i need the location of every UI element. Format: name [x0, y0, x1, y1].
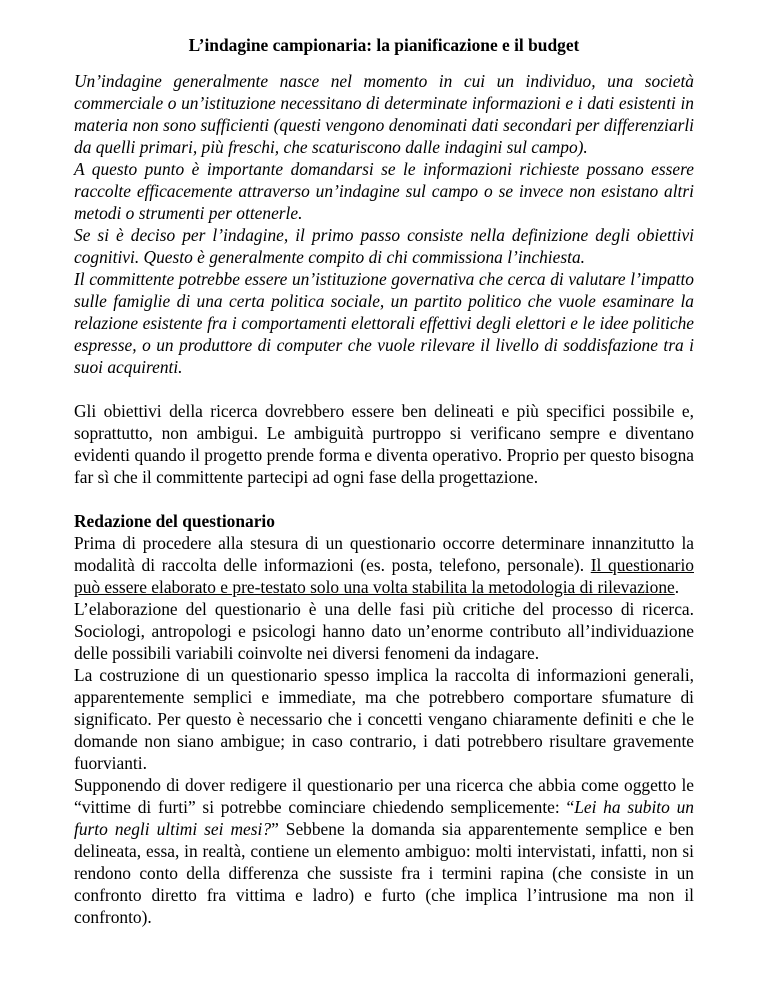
spacer	[74, 378, 694, 400]
section-p1-underlined: Il questionario può essere elaborato e pre-testato solo una volta stabilita la metodologia di rilevazione	[74, 555, 694, 597]
section-paragraph-2	[74, 598, 694, 664]
section-p4-tail: ” Sebbene la domanda sia apparentemente semplice e ben delineata, essa, in realtà, contiene un elemento ambiguo: molti intervistati, infatti, non si rendono conto della differenza che sussiste fra i termini rapina (che consiste in un confronto diretto fra vittima e ladro) e furto (che implica l’intrusione ma non il confronto).	[74, 819, 694, 927]
section-p1-lead: Prima di procedere alla stesura di un questionario occorre determinare innanzitutto la modalità di raccolta delle informazioni (es. posta, telefono, personale).	[74, 533, 694, 575]
section-p4-question: Lei ha subito un furto negli ultimi sei mesi?	[74, 797, 694, 839]
intro-paragraph-4: Il committente potrebbe essere un’istituzione governativa che cerca di valutare l’impatto sulle famiglie di una certa politica sociale, un partito politico che vuole esaminare la relazione esistente fra i comportamenti elettorali effettivi degli elettori e le idee politiche espresse, o un produttore di computer che vuole rilevare il livello di soddisfazione tra i suoi acquirenti.	[74, 269, 694, 377]
document-page	[74, 34, 694, 928]
section-paragraph-1	[74, 532, 694, 598]
section-p4-lead: Supponendo di dover redigere il questionario per una ricerca che abbia come oggetto le “vittime di furti” si potrebbe cominciare chiedendo semplicemente: “	[74, 775, 694, 817]
section-p1-tail: .	[674, 577, 680, 597]
intro-paragraph-2: A questo punto è importante domandarsi se le informazioni richieste possano essere raccolte efficacemente attraverso un’indagine sul campo o se invece non esistano altri metodi o strumenti per ottenerle.	[74, 159, 694, 223]
section-heading: Redazione del questionario	[74, 511, 275, 531]
section-paragraph-4	[74, 774, 694, 928]
section-p2-line2: Sociologi, antropologi e psicologi hanno dato un’enorme contributo	[74, 621, 562, 641]
intro-italic-block	[74, 70, 694, 378]
objectives-paragraph: Gli obiettivi della ricerca dovrebbero essere ben delineati e più specifici possibile e, soprattutto, non ambigui. Le ambiguità purtroppo si verificano sempre e diventano evidenti quando il progetto prende forma e diventa operativo. Proprio per questo bisogna far sì che il committente partecipi ad ogni fase della progettazione.	[74, 401, 694, 487]
spacer	[74, 488, 694, 510]
document-title: L’indagine campionaria: la pianificazione e il budget	[188, 35, 580, 55]
intro-paragraph-3: Se si è deciso per l’indagine, il primo passo consiste nella definizione degli obiettivi cognitivi. Questo è generalmente compito di chi commissiona l’inchiesta.	[74, 225, 694, 267]
section-paragraph-3: La costruzione di un questionario spesso implica la raccolta di informazioni generali, apparentemente semplici e immediate, ma che potrebbero comportare sfumature di significato. Per questo è necessario che i concetti vengano chiaramente definiti e che le domande non siano ambigue; in caso contrario, i dati potrebbero risultare gravemente fuorvianti.	[74, 665, 694, 773]
section-p2-line1: L’elaborazione del questionario è una delle fasi più critiche del processo di ricerca.	[74, 599, 694, 619]
section-p2-rest: all’individuazione delle possibili variabili coinvolte nei diversi fenomeni da indagare.	[74, 621, 694, 663]
intro-paragraph-1: Un’indagine generalmente nasce nel momento in cui un individuo, una società commerciale o un’istituzione necessitano di determinate informazioni e i dati esistenti in materia non sono sufficienti (questi vengono denominati dati secondari per differenziarli da quelli primari, più freschi, che scaturiscono dalle indagini sul campo).	[74, 71, 694, 157]
